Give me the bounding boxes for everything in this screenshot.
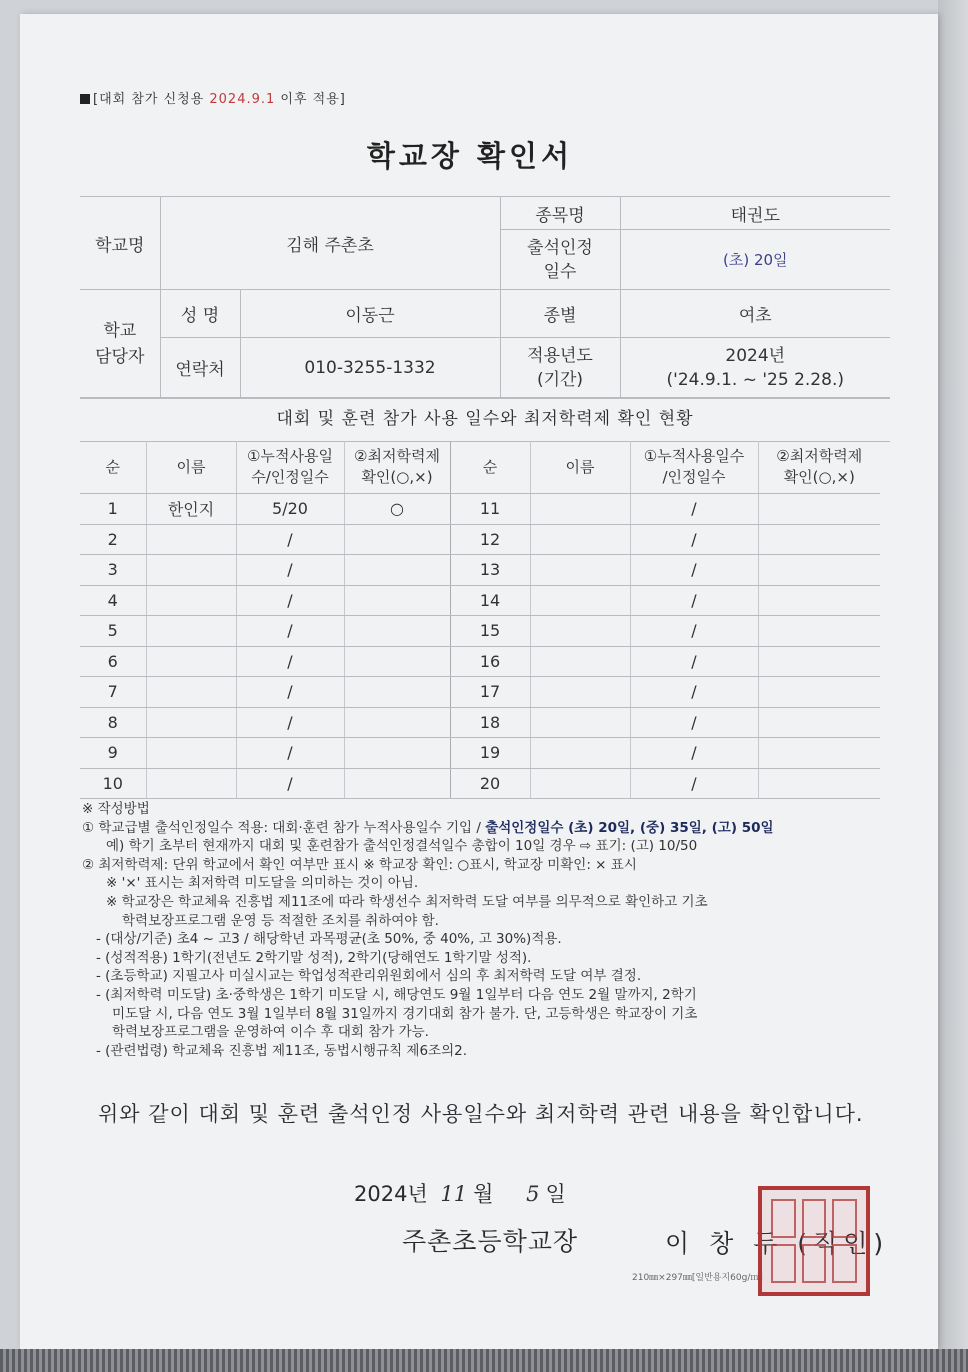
header-name: 이름 [146, 441, 236, 494]
sport-value: 태권도 [620, 197, 890, 230]
header-date: 2024.9.1 [209, 92, 276, 107]
row-days: 5/20 [236, 494, 344, 525]
note-2-principal-cont: 학력보장프로그램 운영 등 적절한 조치를 취하여야 함. [122, 912, 439, 929]
row-days-right: / [630, 616, 758, 647]
contact-label: 연락처 [160, 338, 240, 398]
row-no: 9 [80, 738, 146, 769]
table-row [80, 616, 880, 647]
table-row [80, 555, 880, 586]
row-check [344, 646, 450, 677]
row-check-right [758, 524, 880, 555]
confirmation-text: 위와 같이 대회 및 훈련 출석인정 사용일수와 최저학력 관련 내용을 확인합니다. [98, 1102, 864, 1126]
row-name [146, 616, 236, 647]
row-no-right: 18 [450, 707, 530, 738]
square-bullet-icon [80, 94, 90, 104]
row-name-right [530, 494, 630, 525]
row-name-right [530, 555, 630, 586]
row-days: / [236, 707, 344, 738]
row-no: 5 [80, 616, 146, 647]
row-no-right: 14 [450, 585, 530, 616]
row-days-right: / [630, 555, 758, 586]
header-days-right: ①누적사용일수 /인정일수 [630, 441, 758, 494]
row-name [146, 646, 236, 677]
seal-glyph [771, 1244, 796, 1283]
seal-glyph [832, 1244, 857, 1283]
name-label: 성 명 [160, 290, 240, 338]
detail-grades: - (성적적용) 1학기(전년도 2학기말 성적), 2학기(당해연도 1학기말 성적). [96, 949, 532, 966]
table-header-row [80, 441, 880, 494]
date-month-unit: 월 [473, 1182, 494, 1206]
row-check: ○ [344, 494, 450, 525]
category-label: 종별 [500, 290, 620, 338]
row-days-right: / [630, 646, 758, 677]
row-days-right: / [630, 707, 758, 738]
row-name-right [530, 768, 630, 799]
contact-value: 010-3255-1332 [240, 338, 500, 398]
header-no-right: 순 [450, 441, 530, 494]
row-name [146, 768, 236, 799]
row-check-right [758, 738, 880, 769]
notes-heading: ※ 작성방법 [82, 801, 150, 817]
header-days: ①누적사용일 수/인정일수 [236, 441, 344, 494]
detail-elementary: - (초등학교) 지필고사 미실시교는 학업성적관리위원회에서 심의 후 최저학력 도달 여부 결정. [96, 968, 642, 985]
row-no: 2 [80, 524, 146, 555]
student-table [80, 441, 880, 799]
header-check: ②최저학력제 확인(○,×) [344, 441, 450, 494]
detail-not-reached-cont2: 학력보장프로그램을 운영하여 이수 후 대회 참가 가능. [112, 1024, 429, 1041]
table-row [80, 494, 880, 525]
info-table [80, 196, 890, 398]
row-name-right [530, 738, 630, 769]
row-check-right [758, 646, 880, 677]
row-no-right: 20 [450, 768, 530, 799]
row-check-right [758, 677, 880, 708]
seal-glyph [802, 1244, 827, 1283]
attendance-label: 출석인정 일수 [500, 230, 620, 290]
school-label: 학교명 [80, 197, 160, 290]
header-suffix: 이후 적용] [280, 92, 346, 107]
header-no: 순 [80, 441, 146, 494]
row-name [146, 738, 236, 769]
row-days: / [236, 524, 344, 555]
writing-instructions [82, 800, 882, 1060]
year-value: 2024년 [725, 345, 786, 366]
row-name-right [530, 616, 630, 647]
table-row [80, 585, 880, 616]
row-check [344, 707, 450, 738]
paper-spec: 210㎜×297㎜[일반용지60g/㎡] [632, 1273, 763, 1283]
detail-target: - (대상/기준) 초4 ~ 고3 / 해당학년 과목평균(초 50%, 중 40%, 고 30%)적용. [96, 931, 562, 948]
row-name: 한인지 [146, 494, 236, 525]
principal-name: 이 창 두 (직인) [665, 1229, 890, 1258]
note-1-example: 예) 학기 초부터 현재까지 대회 및 훈련참가 출석인정결석일수 총합이 10일 경우 ⇨ 표기: (고) 10/50 [106, 838, 698, 855]
row-check-right [758, 707, 880, 738]
row-days-right: / [630, 738, 758, 769]
row-name [146, 677, 236, 708]
school-value: 김해 주촌초 [160, 197, 500, 290]
name-value: 이동근 [240, 290, 500, 338]
row-check [344, 585, 450, 616]
row-check-right [758, 585, 880, 616]
row-check [344, 738, 450, 769]
row-name [146, 585, 236, 616]
row-no-right: 15 [450, 616, 530, 647]
row-name-right [530, 707, 630, 738]
detail-not-reached: - (최저학력 미도달) 초·중학생은 1학기 미도달 시, 해당연도 9월 1일부터 다음 연도 2월 말까지, 2학기 [96, 986, 697, 1003]
page-edge-bottom [0, 1349, 968, 1372]
date-day-unit: 일 [545, 1182, 566, 1206]
date-year: 2024년 [354, 1182, 428, 1206]
document-title: 학교장 확인서 [366, 139, 574, 173]
row-no: 1 [80, 494, 146, 525]
row-check-right [758, 616, 880, 647]
row-no: 8 [80, 707, 146, 738]
page-edge-right [938, 0, 968, 1372]
row-name-right [530, 524, 630, 555]
row-name [146, 707, 236, 738]
seal-glyph [771, 1199, 796, 1238]
row-name-right [530, 585, 630, 616]
row-days: / [236, 768, 344, 799]
seal-glyph [832, 1199, 857, 1238]
official-seal-icon [758, 1186, 870, 1296]
table-row [80, 738, 880, 769]
row-check [344, 768, 450, 799]
principal-title: 주촌초등학교장 [402, 1227, 579, 1256]
row-days: / [236, 585, 344, 616]
category-value: 여초 [620, 290, 890, 338]
table-row [80, 646, 880, 677]
row-days: / [236, 738, 344, 769]
note-2-principal: ※ 학교장은 학교체육 진흥법 제11조에 따라 학생선수 최저학력 도달 여부를 의무적으로 확인하고 기초 [106, 893, 708, 910]
row-days-right: / [630, 524, 758, 555]
date-day: 5 [526, 1182, 540, 1206]
section-title: 대회 및 훈련 참가 사용 일수와 최저학력제 확인 현황 [80, 398, 890, 442]
row-days-right: / [630, 768, 758, 799]
row-no: 7 [80, 677, 146, 708]
row-no: 6 [80, 646, 146, 677]
row-no-right: 12 [450, 524, 530, 555]
row-check-right [758, 555, 880, 586]
year-cell [620, 338, 890, 398]
row-name [146, 555, 236, 586]
row-check [344, 524, 450, 555]
row-days: / [236, 616, 344, 647]
header-name-right: 이름 [530, 441, 630, 494]
note-2-x: ※ '×' 표시는 최저학력 미도달을 의미하는 것이 아님. [106, 875, 419, 892]
date-month: 11 [440, 1182, 468, 1206]
sport-label: 종목명 [500, 197, 620, 230]
row-name [146, 524, 236, 555]
row-days: / [236, 677, 344, 708]
attendance-value: (초) 20일 [620, 230, 890, 290]
row-no-right: 16 [450, 646, 530, 677]
note-2: ② 최저학력제: 단위 학교에서 확인 여부만 표시 ※ 학교장 확인: ○표시, 학교장 미확인: × 표시 [82, 856, 637, 873]
row-check-right [758, 494, 880, 525]
seal-glyph [802, 1199, 827, 1238]
row-days-right: / [630, 494, 758, 525]
table-row [80, 768, 880, 799]
row-days-right: / [630, 585, 758, 616]
seal-pattern [768, 1196, 860, 1286]
header-check-right: ②최저학력제 확인(○,×) [758, 441, 880, 494]
row-check [344, 677, 450, 708]
row-no-right: 19 [450, 738, 530, 769]
row-check [344, 616, 450, 647]
staff-label: 학교 담당자 [80, 290, 160, 398]
form-header-note [80, 88, 346, 107]
table-row [80, 524, 880, 555]
issue-date [354, 1178, 566, 1208]
detail-not-reached-cont: 미도달 시, 다음 연도 3월 1일부터 8월 31일까지 경기대회 참가 불가. 단, 고등학생은 학교장이 기초 [112, 1005, 698, 1022]
row-no-right: 11 [450, 494, 530, 525]
header-prefix: [대회 참가 신청용 [93, 92, 205, 107]
row-days-right: / [630, 677, 758, 708]
row-name-right [530, 677, 630, 708]
row-no: 3 [80, 555, 146, 586]
note-1-bold: 출석인정일수 (초) 20일, (중) 35일, (고) 50일 [485, 819, 774, 836]
period-value: ('24.9.1. ~ '25 2.28.) [666, 369, 844, 390]
row-days: / [236, 646, 344, 677]
table-row [80, 677, 880, 708]
detail-law: - (관련법령) 학교체육 진흥법 제11조, 동법시행규칙 제6조의2. [96, 1042, 467, 1059]
row-no-right: 17 [450, 677, 530, 708]
row-check [344, 555, 450, 586]
row-days: / [236, 555, 344, 586]
note-1 [82, 819, 882, 838]
row-name-right [530, 646, 630, 677]
year-label: 적용년도 (기간) [500, 338, 620, 398]
table-row [80, 707, 880, 738]
row-no: 4 [80, 585, 146, 616]
row-check-right [758, 768, 880, 799]
note-1-text: ① 학교급별 출석인정일수 적용: 대회·훈련 참가 누적사용일수 기입 / [82, 819, 486, 836]
row-no-right: 13 [450, 555, 530, 586]
row-no: 10 [80, 768, 146, 799]
